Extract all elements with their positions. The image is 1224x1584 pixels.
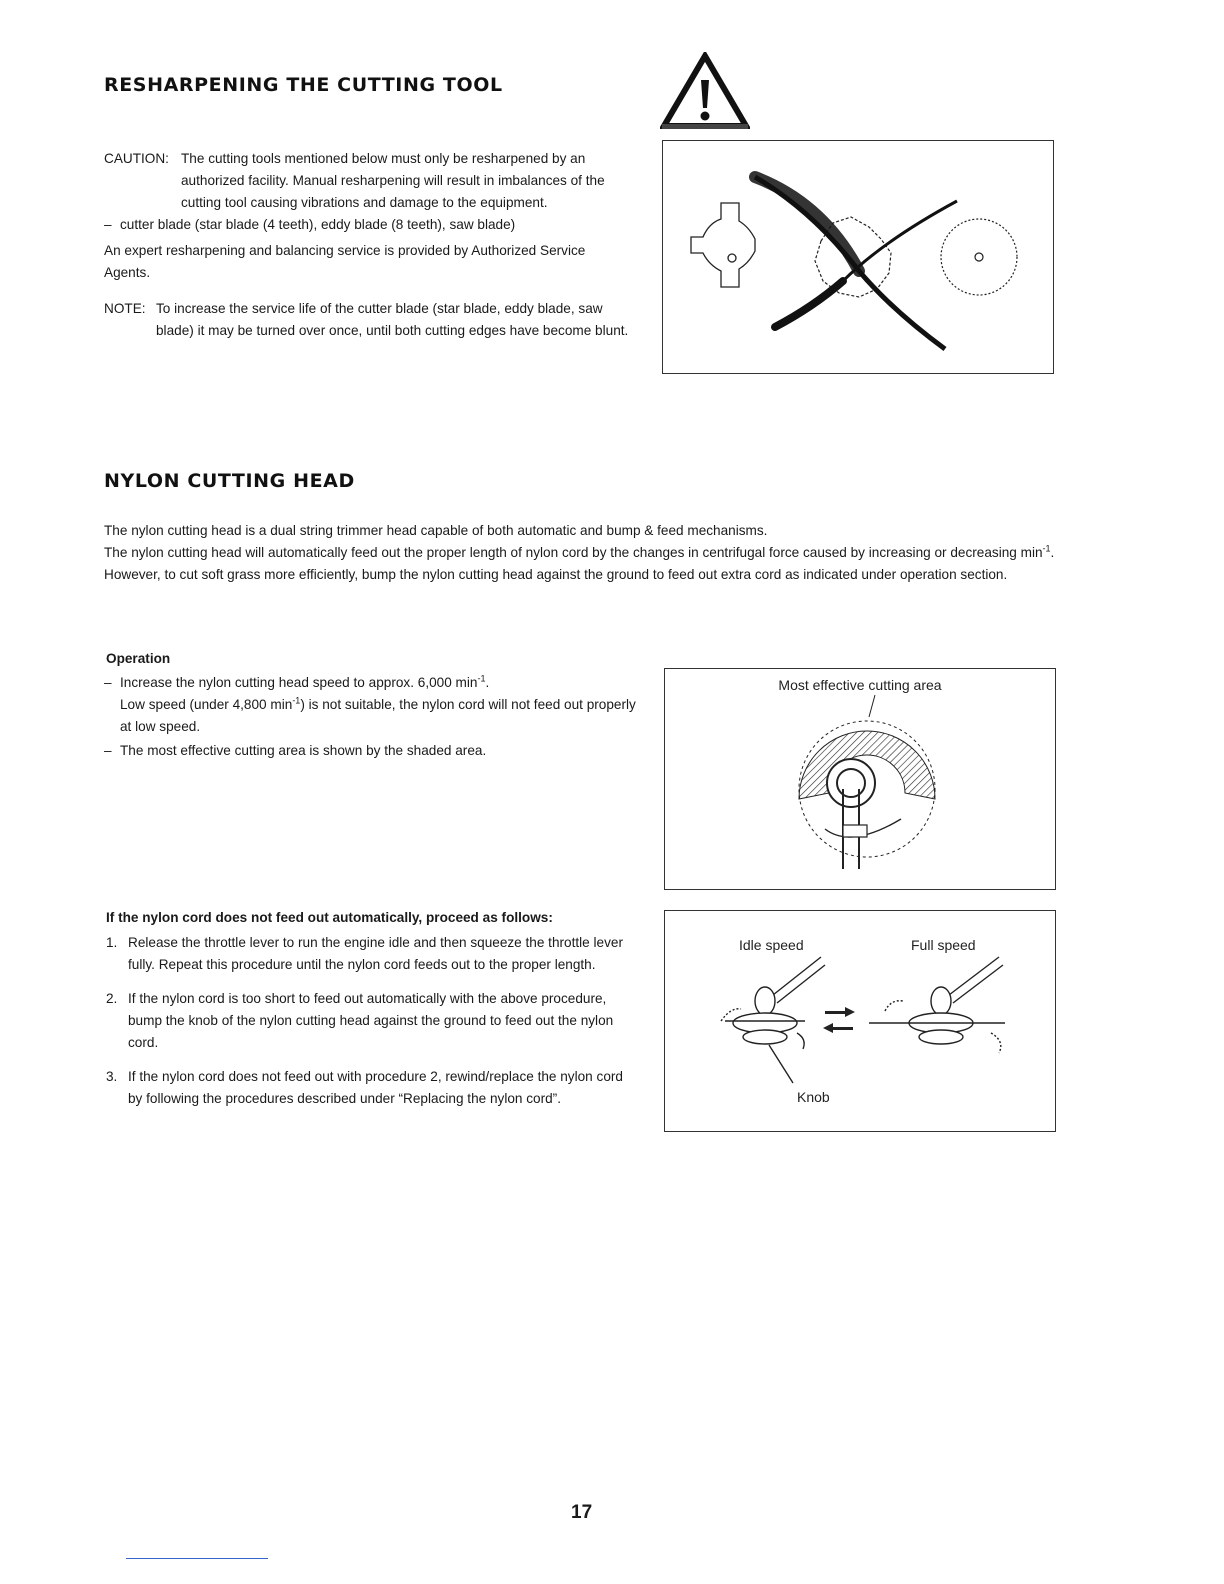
feed-step: 2. If the nylon cord is too short to feed out automatically with the above procedure, bump the knob of the nylon cutting head against the ground to feed out the nylon cord. <box>106 991 614 1050</box>
idle-head-icon <box>721 957 825 1083</box>
feed-step: 3. If the nylon cord does not feed out with procedure 2, rewind/replace the nylon cord by following the procedures described under “Replacing the nylon cord”. <box>106 1069 623 1106</box>
cutting-area-figure <box>664 668 1056 890</box>
full-speed-label: Full speed <box>911 937 976 953</box>
nylon-para-2: The nylon cutting head will automatically feed out the proper length of nylon cord by the changes in centrifugal force caused by increasing or decreasing $\min^{-1}$. However, to cut soft grass more efficiently, bump the nylon cutting head against the ground to feed out extra cord as indicated under operation section. <box>104 543 1055 582</box>
feed-step: 1. Release the throttle lever to run the engine idle and then squeeze the throttle lever fully. Repeat this procedure until the nylon cord feeds out to the proper length. <box>106 935 623 972</box>
speed-figure <box>664 910 1056 1132</box>
blade-list: – cutter blade (star blade (4 teeth), eddy blade (8 teeth), saw blade) <box>104 214 634 236</box>
caution-label: CAUTION: <box>104 151 169 166</box>
resharpen-heading: RESHARPENING THE CUTTING TOOL <box>104 74 503 96</box>
cutting-area-label: Most effective cutting area <box>778 677 942 693</box>
saw-blade-icon <box>941 219 1017 295</box>
note-text: To increase the service life of the cutter blade (star blade, eddy blade, saw blade) it may be turned over once, until both cutting edges have become blunt. <box>156 301 629 338</box>
nylon-heading: NYLON CUTTING HEAD <box>104 470 355 492</box>
footer-rule <box>126 1558 268 1559</box>
nylon-para-1: The nylon cutting head is a dual string trimmer head capable of both automatic and bump & feed mechanisms. <box>104 523 768 538</box>
feed-steps <box>106 932 640 1110</box>
prohibited-x-icon <box>755 177 957 349</box>
nylon-intro <box>104 520 1064 586</box>
operation-list <box>104 672 638 762</box>
blade-figure <box>662 140 1054 374</box>
operation-item-2: – The most effective cutting area is shown by the shaded area. <box>104 740 638 762</box>
star-blade-icon <box>691 203 755 287</box>
page-number: 17 <box>571 1502 593 1523</box>
feed-heading: If the nylon cord does not feed out automatically, proceed as follows: <box>106 910 553 925</box>
caution-text: The cutting tools mentioned below must only be resharpened by an authorized facility. Manual resharpening will result in imbalances of the cutting tool causing vibrations and damage to the equipment. <box>181 151 605 210</box>
caution-block <box>104 148 634 342</box>
cutting-area-illustration <box>665 669 1055 889</box>
operation-heading: Operation <box>106 651 171 666</box>
blade-illustration <box>663 141 1053 373</box>
warning-icon <box>660 52 750 130</box>
speed-illustration <box>665 911 1055 1131</box>
idle-speed-label: Idle speed <box>739 937 804 953</box>
operation-item-1: – Increase the nylon cutting head speed to approx. 6,000 $\min^{-1}$. Low speed (under 4,800 $\min^{-1}$) is not suitable, the nylon cord will not feed out properly at low speed. <box>104 672 638 738</box>
knob-label: Knob <box>797 1089 830 1105</box>
service-text: An expert resharpening and balancing service is provided by Authorized Service Agents. <box>104 243 586 280</box>
note-label: NOTE: <box>104 301 146 316</box>
full-speed-head-icon <box>869 957 1005 1053</box>
switch-arrows-icon <box>823 1007 855 1033</box>
